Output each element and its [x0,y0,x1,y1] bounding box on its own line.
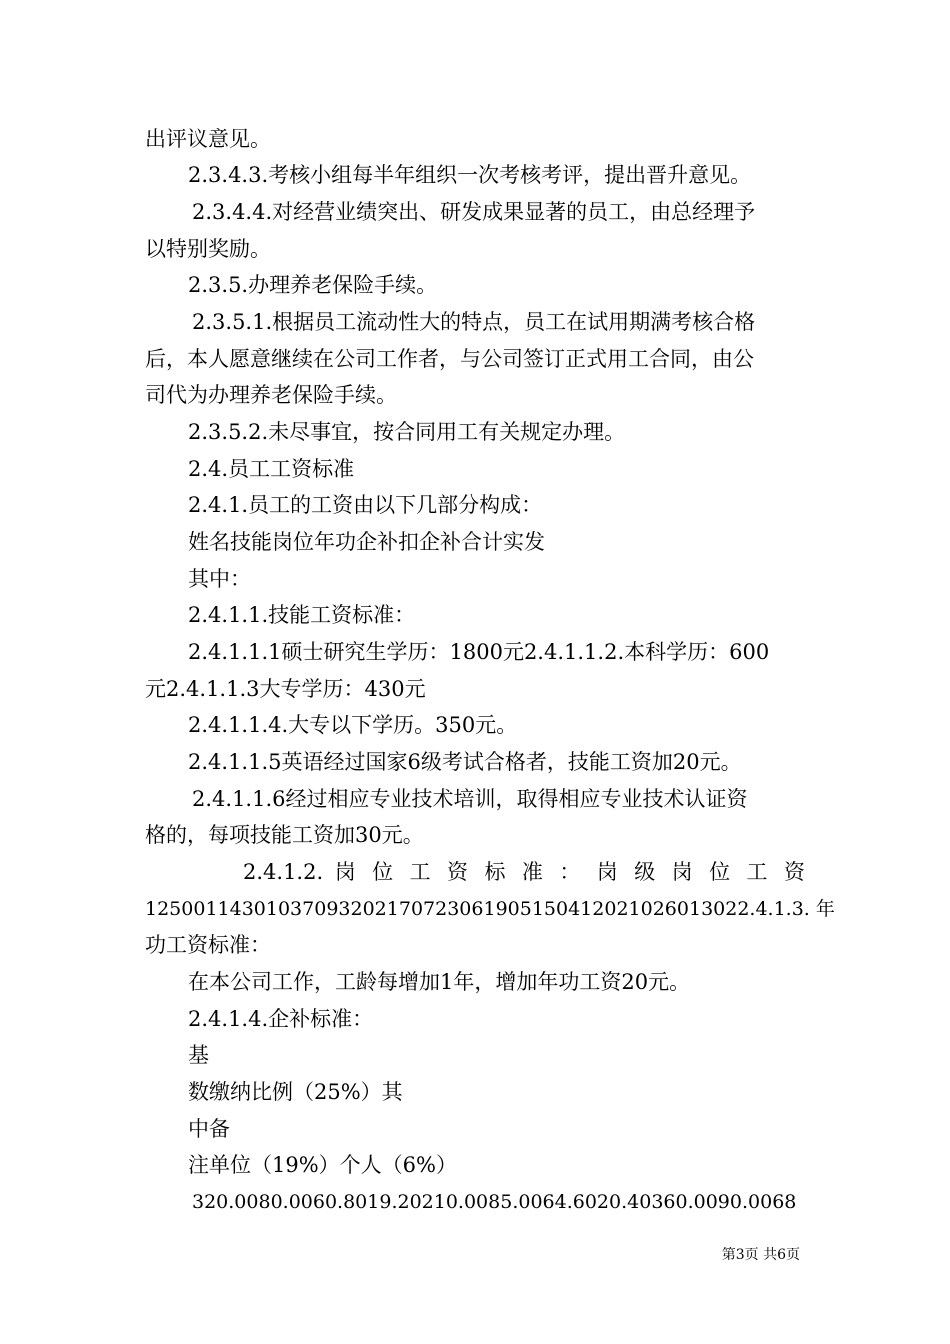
text-line-3: 2.3.4.4.对经营业绩突出、研发成果显著的员工，由总经理予 [192,200,756,224]
text-line-12: 姓名技能岗位年功企补扣企补合计实发 [188,530,545,554]
text-line-6: 2.3.5.1.根据员工流动性大的特点，员工在试用期满考核合格 [192,310,756,334]
text-line-23: 功工资标准： [145,933,271,957]
text-line-26: 基 [188,1043,209,1067]
text-line-13: 其中： [188,567,251,591]
text-line-7: 后，本人愿意继续在公司工作者，与公司签订正式用工合同，由公 [145,347,754,371]
text-line-29: 注单位（19%）个人（6%） [188,1153,457,1177]
text-line-19: 2.4.1.1.6经过相应专业技术培训，取得相应专业技术认证资 [192,787,748,811]
text-line-30: 320.0080.0060.8019.20210.0085.0064.6020.40360.0090.0068 [192,1191,797,1213]
text-line-28: 中备 [188,1117,230,1141]
text-line-18: 2.4.1.1.5英语经过国家6级考试合格者，技能工资加20元。 [188,750,742,774]
text-line-2: 2.3.4.3.考核小组每半年组织一次考核考评，提出晋升意见。 [188,163,752,187]
text-line-24: 在本公司工作，工龄每增加1年，增加年功工资20元。 [188,970,691,994]
text-line-8: 司代为办理养老保险手续。 [145,383,397,407]
text-line-25: 2.4.1.4.企补标准： [188,1007,374,1031]
text-line-10: 2.4.员工工资标准 [188,457,355,481]
text-line-14: 2.4.1.1.技能工资标准： [188,603,416,627]
text-line-17: 2.4.1.1.4.大专以下学历。350元。 [188,713,518,737]
text-line-5: 2.3.5.办理养老保险手续。 [188,273,438,297]
text-line-21: 2.4.1.2. 岗 位 工 资 标 准 ： 岗 级 岗 位 工 资 [243,860,805,884]
text-line-4: 以特别奖励。 [145,237,271,261]
text-line-20: 格的，每项技能工资加30元。 [145,823,424,847]
text-line-1: 出评议意见。 [145,127,271,151]
text-line-15: 2.4.1.1.1硕士研究生学历：1800元2.4.1.1.2.本科学历：600 [188,640,770,664]
page-number-footer: 第3页 共6页 [721,1247,800,1263]
text-line-16: 元2.4.1.1.3大专学历：430元 [145,677,426,701]
text-line-22: 12500114301037093202170723061905150412021026013022.4.1.3. 年 [145,898,835,920]
text-line-11: 2.4.1.员工的工资由以下几部分构成： [188,493,543,517]
text-line-27: 数缴纳比例（25%）其 [188,1080,403,1104]
text-line-9: 2.3.5.2.未尽事宜，按合同用工有关规定办理。 [188,420,626,444]
